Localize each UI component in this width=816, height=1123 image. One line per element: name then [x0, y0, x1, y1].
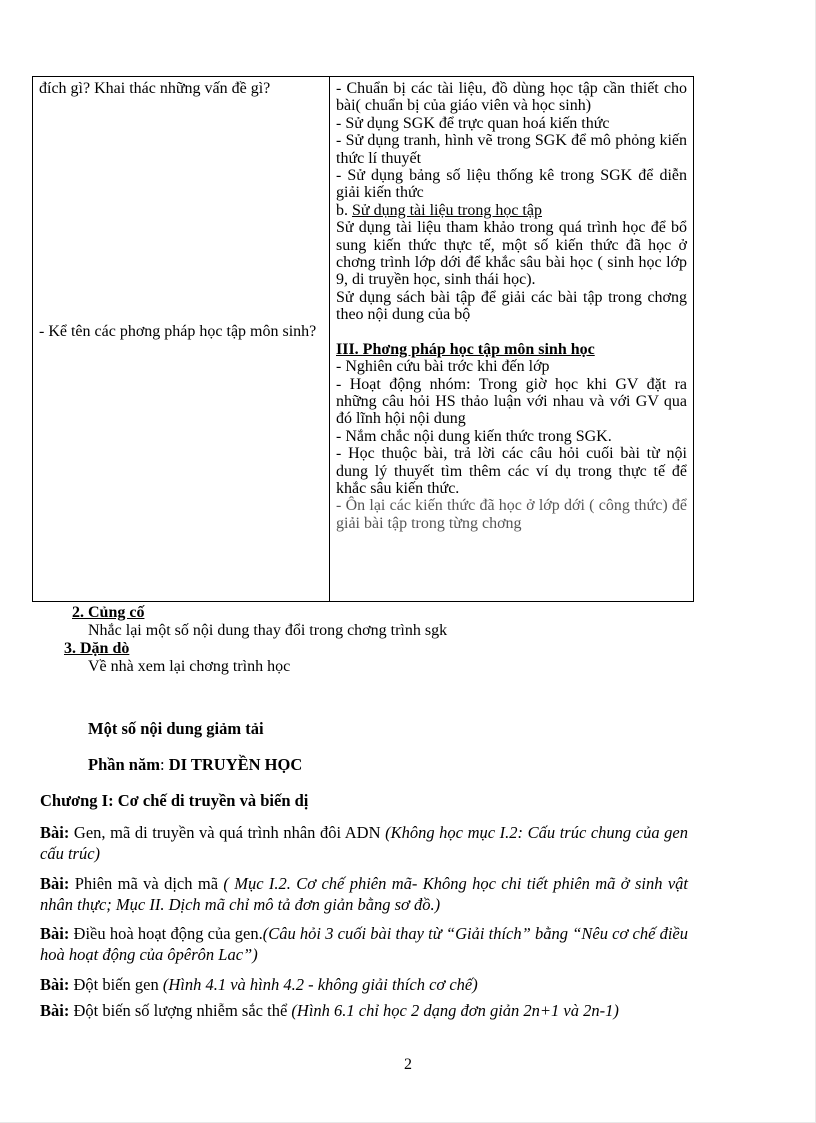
- subheading-b: b. Sử dụng tài liệu trong học tập: [336, 201, 542, 219]
- table-row: [33, 77, 694, 602]
- reduction-title: Một số nội dung giảm tải: [88, 719, 264, 738]
- lesson-table: [32, 76, 694, 602]
- lesson-item: Bài: Điều hoà hoạt động của gen.(Câu hỏi 3 cuối bài thay từ “Giải thích” bằng “Nêu cơ chế điều hoà hoạt động của ôpêrôn Lac”): [40, 924, 688, 964]
- table-right-cell: [330, 77, 694, 602]
- right-line: - Sử dụng bảng số liệu thống kê trong SGK để diễn giải kiến thức: [336, 167, 687, 202]
- right-line: - Nắm chắc nội dung kiến thức trong SGK.: [336, 427, 612, 445]
- page-number: 2: [404, 1056, 412, 1073]
- consolidation-heading: 2. Củng cố: [72, 604, 145, 621]
- right-line: Sử dụng tài liệu tham khảo trong quá trình học để bổ sung kiến thức thực tế, một số kiến thức đã học ở chơng trình lớp dới để khắc sâu bài học ( sinh học lớp 9, di truyền học, sinh thái học).: [336, 219, 687, 289]
- consolidation-text: Nhắc lại một số nội dung thay đổi trong chơng trình sgk: [88, 622, 448, 639]
- table-left-cell: [33, 77, 330, 602]
- lesson-item: Bài: Đột biến số lượng nhiễm sắc thể (Hình 6.1 chỉ học 2 dạng đơn giản 2n+1 và 2n-1): [40, 1001, 619, 1020]
- right-line: - Học thuộc bài, trả lời các câu hỏi cuối bài từ nội dung lý thuyết tìm thêm các ví dụ trong thực tế để khắc sâu kiến thức.: [336, 445, 687, 497]
- lesson-item: Bài: Phiên mã và dịch mã ( Mục I.2. Cơ chế phiên mã- Không học chi tiết phiên mã ở sinh vật nhân thực; Mục II. Dịch mã chỉ mô tả đơn giản bằng sơ đồ.): [40, 874, 688, 914]
- lesson-item: Bài: Đột biến gen (Hình 4.1 và hình 4.2 - không giải thích cơ chế): [40, 975, 478, 994]
- subheading-b-text: Sử dụng tài liệu trong học tập: [352, 201, 542, 219]
- right-line: - Hoạt động nhóm: Trong giờ học khi GV đặt ra những câu hỏi HS thảo luận với nhau và với GV qua đó lĩnh hội nội dung: [336, 375, 687, 428]
- right-line: - Chuẩn bị các tài liệu, đồ dùng học tập cần thiết cho bài( chuẩn bị của giáo viên và học sinh): [336, 80, 687, 115]
- chapter-title: Chương I: Cơ chế di truyền và biến dị: [40, 791, 309, 810]
- right-line: Sử dụng sách bài tập để giải các bài tập trong chơng theo nội dung của bộ: [336, 288, 687, 324]
- right-line: - Nghiên cứu bài trớc khi đến lớp: [336, 358, 550, 376]
- homework-heading: 3. Dặn dò: [64, 640, 130, 657]
- section-3-heading: III. Phơng pháp học tập môn sinh học: [336, 340, 595, 358]
- left-question-2: - Kể tên các phơng pháp học tập môn sinh?: [39, 323, 317, 341]
- right-line: - Sử dụng tranh, hình vẽ trong SGK để mô phỏng kiến thức lí thuyết: [336, 132, 687, 167]
- left-question-1: đích gì? Khai thác những vấn đề gì?: [39, 80, 271, 97]
- part-title: Phần năm: DI TRUYỀN HỌC: [88, 755, 303, 774]
- right-line: - Sử dụng SGK để trực quan hoá kiến thức: [336, 114, 610, 132]
- homework-text: Về nhà xem lại chơng trình học: [88, 658, 291, 675]
- right-line-last: - Ôn lại các kiến thức đã học ở lớp dới ( công thức) để giải bài tập trong từng chơng: [336, 497, 687, 532]
- lesson-item: Bài: Gen, mã di truyền và quá trình nhân đôi ADN (Không học mục I.2: Cấu trúc chung của gen cấu trúc): [40, 823, 688, 863]
